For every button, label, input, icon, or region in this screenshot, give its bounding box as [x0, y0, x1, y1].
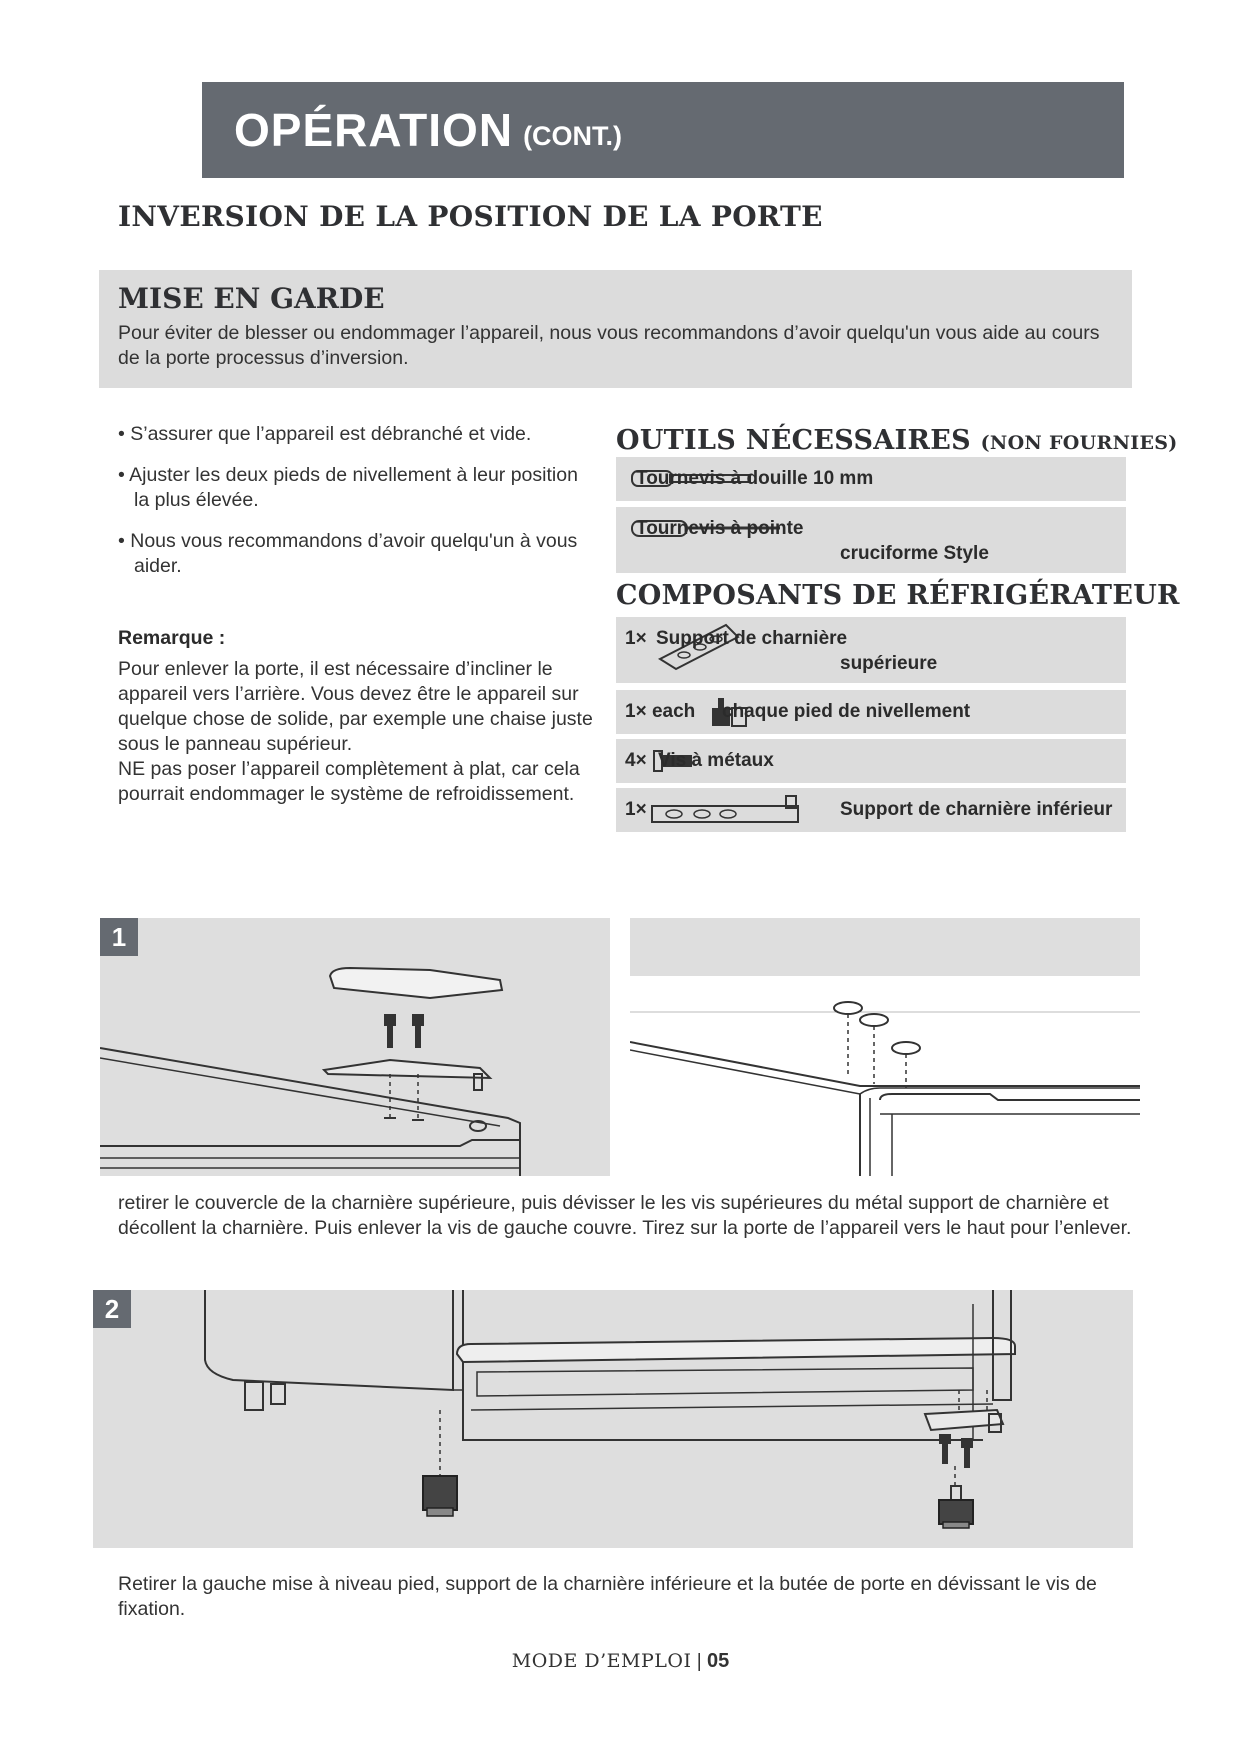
page-number: 05: [707, 1650, 730, 1672]
component-row-leveling-foot: [616, 690, 1126, 734]
hinge-removal-illustration: [100, 918, 610, 1176]
bullet-item: • S’assurer que l’appareil est débranché et vide.: [118, 423, 532, 445]
tool-row-screwdriver: [616, 507, 1126, 573]
step-2-caption: Retirer la gauche mise à niveau pied, support de la charnière inférieure et la butée de porte en dévissant le vis de fixation.: [118, 1573, 1097, 1620]
step-1-caption: retirer le couvercle de la charnière supérieure, puis dévisser le les vis supérieures du métal support de charnière et décollent la charnière. Puis enlever la vis de gauche couvre. Tirez sur la porte de l’appareil vers le haut pour l’enlever.: [118, 1192, 1132, 1239]
component-label: chaque pied de nivellement: [722, 701, 971, 722]
components-title: COMPOSANTS DE RÉFRIGÉRATEUR: [616, 580, 1180, 611]
tool-label-line2: cruciforme Style: [840, 543, 989, 564]
remark-paragraph-1: Pour enlever la porte, il est nécessaire d’incliner le appareil vers l’arrière. Vous devez être le appareil sur quelque chose de solide, par exemple une chaise juste sous le panneau supérieur.: [118, 658, 593, 755]
component-row-lower-hinge: [616, 788, 1126, 832]
component-label-line1: Support de charnière: [656, 628, 848, 649]
remark-title: Remarque :: [118, 627, 226, 649]
remark-paragraph-2: NE pas poser l’appareil complètement à plat, car cela pourrait endommager le système de refroidissement.: [118, 758, 580, 805]
component-row-upper-hinge: [616, 617, 1126, 683]
page-title: OPÉRATION: [234, 104, 514, 156]
step-1-figure-right: [630, 918, 1140, 1176]
warning-title: MISE EN GARDE: [118, 282, 385, 315]
tool-row-socket: [616, 457, 1126, 501]
lower-hinge-icon: [650, 792, 810, 828]
warning-text: Pour éviter de blesser ou endommager l’appareil, nous vous recommandons d’avoir quelqu'un vous aide au cours de la porte processus d’inversion.: [118, 322, 1100, 369]
tools-title: [616, 425, 1178, 456]
section-title: INVERSION DE LA POSITION DE LA PORTE: [118, 200, 823, 233]
tools-title-text: OUTILS NÉCESSAIRES: [616, 425, 971, 456]
bullet-list: [118, 422, 588, 595]
tool-label-line1: Tournevis à pointe: [636, 518, 804, 539]
tool-label: Tournevis à douille 10 mm: [636, 468, 874, 489]
component-label-line2: supérieure: [840, 653, 938, 674]
component-label: Support de charnière inférieur: [840, 799, 1113, 820]
screw-cover-illustration: [630, 918, 1140, 1176]
component-qty: 1×: [625, 799, 647, 820]
footer-separator: |: [696, 1651, 702, 1672]
component-qty: 1×: [625, 628, 647, 649]
component-label: Vis à métaux: [658, 750, 774, 771]
footer-label: MODE D’EMPLOI: [511, 1650, 692, 1672]
tools-title-note: (NON FOURNIES): [980, 432, 1178, 454]
step-2-figure: [93, 1290, 1133, 1548]
bullet-item: • Ajuster les deux pieds de nivellement à leur position la plus élevée.: [118, 464, 578, 511]
page-footer: [0, 1650, 1241, 1673]
remark-text: [118, 657, 593, 807]
step-number-badge: 1: [100, 918, 138, 956]
page-subtitle: (CONT.): [523, 120, 623, 151]
component-qty: 4×: [625, 750, 647, 771]
warning-box: [99, 270, 1132, 388]
component-qty: 1× each: [625, 701, 696, 722]
step-1-figure-left: [100, 918, 610, 1176]
lower-hinge-removal-illustration: [93, 1290, 1133, 1548]
header-banner: [202, 82, 1124, 178]
component-row-screws: [616, 739, 1126, 783]
step-number-badge: 2: [93, 1290, 131, 1328]
bullet-item: • Nous vous recommandons d’avoir quelqu'un à vous aider.: [118, 530, 578, 577]
